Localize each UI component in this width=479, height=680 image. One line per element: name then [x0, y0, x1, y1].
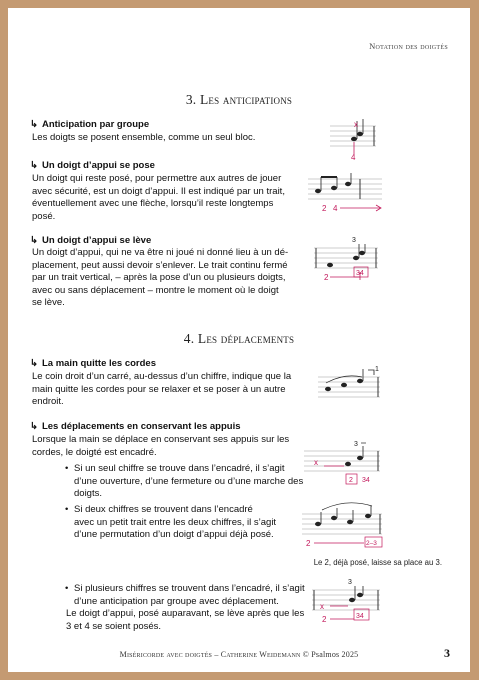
fingering-1: 1	[375, 366, 379, 373]
fingering-2: 2	[306, 539, 311, 548]
footer-copyright: © Psalmos 2025	[302, 650, 359, 659]
fingering-34: 34	[356, 270, 364, 277]
hook-arrow-icon: ↳	[30, 421, 38, 432]
bullet-dot: •	[65, 583, 69, 594]
document-page	[8, 8, 470, 672]
fingering-3: 3	[348, 579, 352, 586]
bullet-dot: •	[65, 504, 69, 515]
footer-author: Catherine Weidemann	[220, 650, 301, 659]
fingering-4: 4	[333, 204, 338, 213]
hook-arrow-icon: ↳	[30, 119, 38, 130]
music-example-main-quitte	[318, 361, 384, 403]
footer-separator: –	[214, 650, 219, 659]
section-title-deplacements: 4. Les déplacements	[183, 331, 295, 346]
page-footer	[8, 650, 470, 659]
fingering-4: 4	[351, 153, 356, 162]
example-caption: Le 2, déjà posé, laisse sa place au 3.	[313, 558, 442, 567]
hook-arrow-icon: ↳	[30, 358, 38, 369]
section-title-anticipations: 3. Les anticipations	[185, 92, 293, 107]
hook-arrow-icon: ↳	[30, 160, 38, 171]
music-example-appui-pose	[308, 171, 386, 217]
fingering-34: 34	[356, 613, 364, 620]
paragraph: Le doigt d’appui, posé auparavant, se lève après que les 3 et 4 se soient posés.	[66, 608, 305, 632]
paragraph: Lorsque la main se déplace en conservant ses appuis sur les cordes, le doigté est encadré.	[32, 434, 290, 458]
page-number: 3	[444, 646, 450, 660]
subheading-doigt-appui-pose: ↳ Un doigt d’appui se pose	[30, 160, 155, 171]
music-example-appui-leve	[314, 234, 382, 284]
running-head: Notation des doigtés	[369, 41, 448, 51]
music-example-encadre-simple	[304, 436, 384, 486]
fingering-2: 2	[349, 477, 353, 484]
subheading-anticipation-groupe: ↳ Anticipation par groupe	[30, 119, 150, 130]
bullet-item: • Si un seul chiffre se trouve dans l’encadré, il s’agit d’une ouverture, d’une fermeture ou d’une marche des doigts.	[65, 463, 304, 500]
music-example-permutation	[302, 498, 386, 550]
svg-text:x: x	[314, 458, 318, 467]
fingering-2: 2	[322, 204, 327, 213]
bullet-item: • Si plusieurs chiffres se trouvent dans l’encadré, il s’agit d’une anticipation par groupe avec déplacement.	[65, 583, 305, 607]
paragraph: Les doigts se posent ensemble, comme un seul bloc.	[32, 132, 256, 143]
paragraph: Un doigt qui reste posé, pour permettre aux autres de jouer avec sécurité, est un doigt d’appui. Il est indiqué par un trait, éventuellement avec une flèche, lorsqu’il reste longtemps posé.	[32, 173, 285, 222]
subheading-doigt-appui-leve: ↳ Un doigt d’appui se lève	[30, 235, 152, 246]
footer-title: Miséricorde avec doigtés	[119, 650, 213, 659]
fingering-2: 2	[324, 273, 329, 282]
fingering-3: 3	[352, 237, 356, 244]
subheading-main-quitte: ↳ La main quitte les cordes	[30, 358, 157, 369]
paragraph: Un doigt d’appui, qui ne va être ni joué ni donné lieu à un dé- placement, peut aussi devoir s’enlever. Le trait continu fermé par un trait vertical, – après la pose d’un ou plusieurs doigts, avec ou sans déplacement – montre le moment où le doigt se lève.	[32, 247, 289, 309]
fingering-2: 2	[322, 615, 327, 624]
hook-arrow-icon: ↳	[30, 235, 38, 246]
svg-text:x: x	[320, 602, 324, 611]
music-example-groupe-deplacement	[312, 576, 384, 626]
fingering-3: 3	[354, 441, 358, 448]
fingering-2-3: 2–3	[366, 540, 377, 547]
bullet-dot: •	[65, 463, 69, 474]
bullet-item: • Si deux chiffres se trouvent dans l’encadré avec un petit trait entre les deux chiffres, il s’agit d’une permutation d’un doigt d’appui déjà posé.	[65, 504, 277, 541]
svg-text:x: x	[354, 120, 358, 129]
fingering-34: 34	[362, 477, 370, 484]
subheading-deplacements-appuis: ↳ Les déplacements en conservant les appuis	[30, 421, 241, 432]
paragraph: Le coin droit d’un carré, au-dessus d’un chiffre, indique que la main quitte les cordes pour se relaxer et se poser à un autre endroit.	[32, 371, 292, 408]
music-example-anticipation-groupe	[330, 116, 380, 162]
